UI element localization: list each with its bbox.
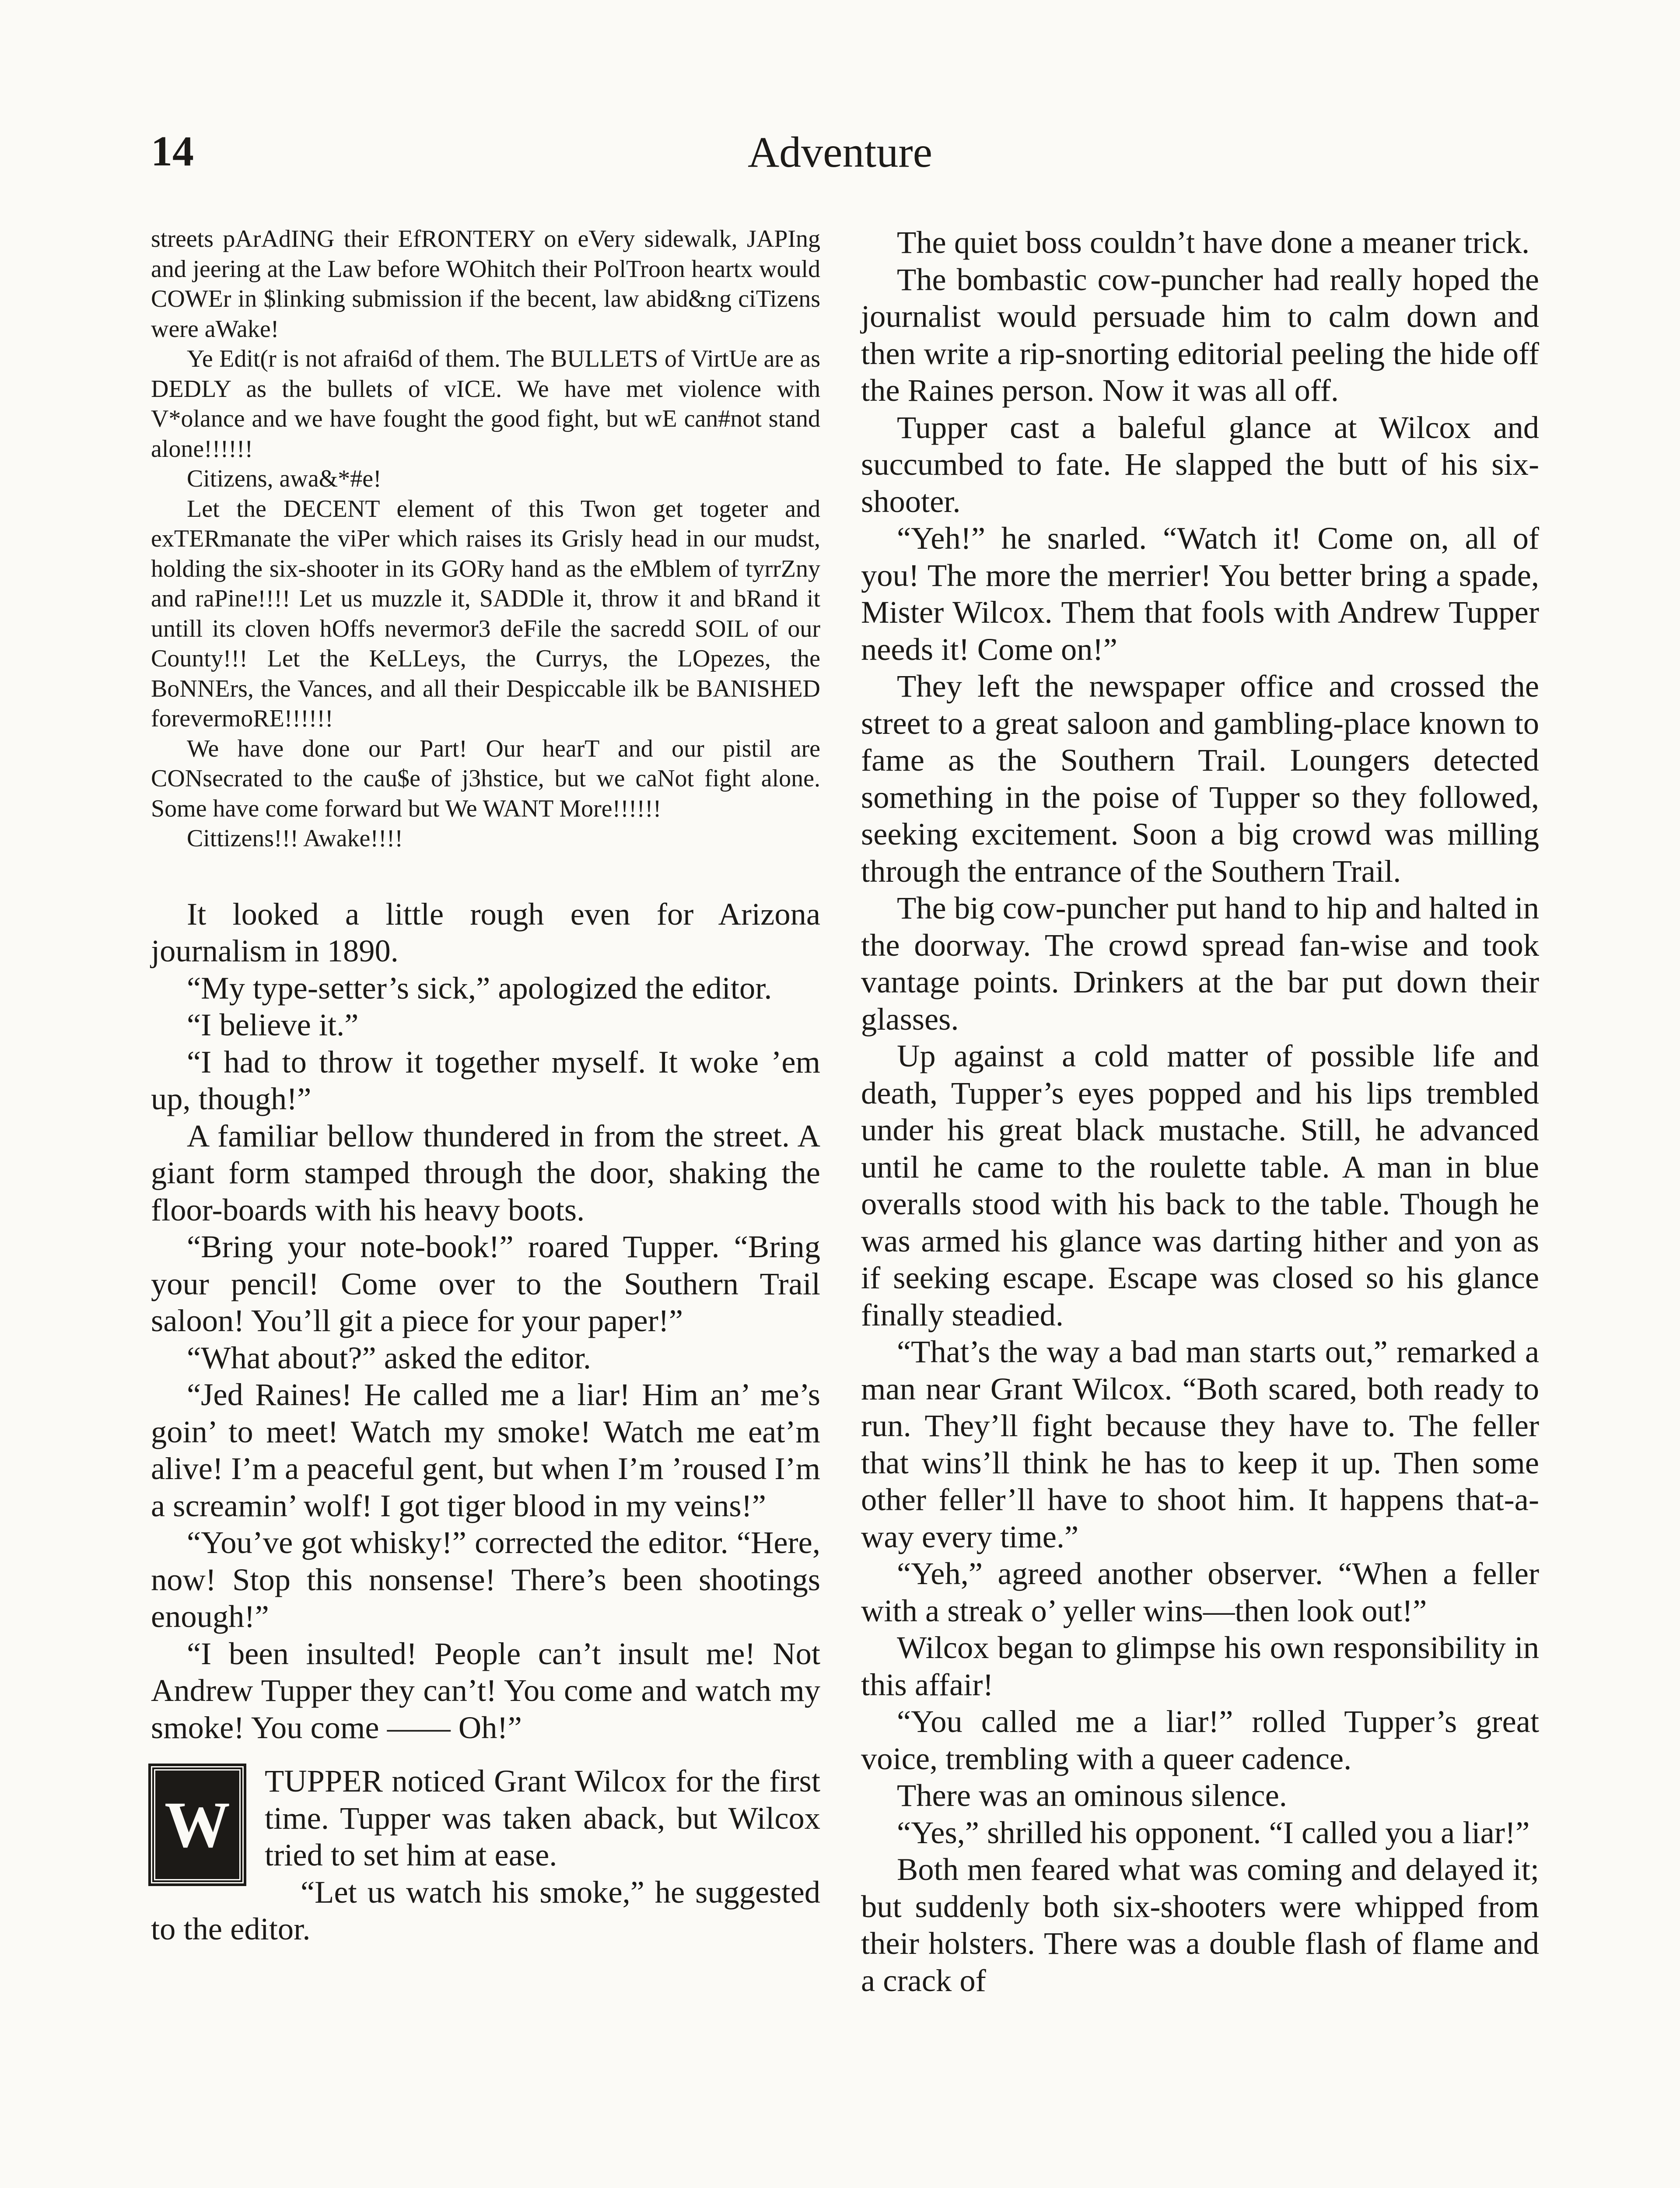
story-paragraph: A familiar bellow thundered in from the street. A giant form stamped through the door, shaking the floor-boards with his heavy boots. xyxy=(151,1118,820,1227)
story-paragraph: Up against a cold matter of possible life and death, Tupper’s eyes popped and his lips trembled under his great black mustache. Still, he advanced until he came to the roulette table. A man in blue overalls stood with his back to the table. Though he was armed his glance was darting hither and yon as if seeking escape. Escape was closed so his glance finally steadied. xyxy=(861,1038,1539,1332)
story-paragraph: “Yeh!” he snarled. “Watch it! Come on, all of you! The more the merrier! You better bring a spade, Mister Wilcox. Them that fools with Andrew Tupper needs it! Come on!” xyxy=(861,520,1539,667)
running-title: Adventure xyxy=(747,128,933,176)
ornamental-dropcap: W xyxy=(151,1766,244,1883)
story-paragraph: “I had to throw it together myself. It woke ’em up, though!” xyxy=(151,1044,820,1116)
story-text-section-break xyxy=(151,1763,820,1948)
story-paragraph: “You’ve got whisky!” corrected the editor. “Here, now! Stop this nonsense! There’s been shootings enough!” xyxy=(151,1525,820,1634)
editorial-paragraph: We have done our Part! Our hearT and our pistil are CONsecrated to the cau$e of j3hstice, but we caNot fight alone. Some have come forward but We WANT More!!!!!! xyxy=(151,735,820,822)
story-paragraph: The quiet boss couldn’t have done a meaner trick. xyxy=(897,224,1530,260)
page-header xyxy=(0,127,1680,193)
editorial-paragraph: streets pArAdING their EfRONTERY on eVery sidewalk, JAPIng and jeering at the Law before WOhitch their PolTroon heartx would COWEr in $linking submission if the becent, law abid&ng ciTizens were aWake! xyxy=(151,225,820,343)
left-column xyxy=(151,224,820,1948)
story-paragraph: “Let us watch his smoke,” he suggested to the editor. xyxy=(151,1874,820,1946)
story-paragraph: The big cow-puncher put hand to hip and halted in the doorway. The crowd spread fan-wise and took vantage points. Drinkers at the bar put down their glasses. xyxy=(861,890,1539,1037)
story-paragraph: “I believe it.” xyxy=(187,1007,359,1042)
story-paragraph: TUPPER noticed Grant Wilcox for the first time. Tupper was taken aback, but Wilcox tried to set him at ease. xyxy=(265,1763,820,1872)
editorial-paragraph: Ye Edit(r is not afrai6d of them. The BULLETS of VirtUe are as DEDLY as the bullets of vICE. We have met violence with V*olance and we have fought the good fight, but wE can#not stand alone!!!!!! xyxy=(151,345,820,463)
story-paragraph: Wilcox began to glimpse his own responsibility in this affair! xyxy=(861,1630,1539,1702)
story-paragraph: “What about?” asked the editor. xyxy=(187,1339,591,1375)
story-paragraph: “Yes,” shrilled his opponent. “I called you a liar!” xyxy=(897,1814,1530,1850)
editorial-paragraph: Let the DECENT element of this Twon get togeter and exTERmanate the viPer which raises its Grisly head in our mudst, holding the six-shooter in its GORy hand as the eMblem of tyrrZny and raPine!!!! Let us muzzle it, SADDle it, throw it and bRand it untill its cloven hOffs nevermor3 deFile the sacredd SOIL of our County!!! Let the KeLLeys, the Currys, the LOpezes, the BoNNErs, the Vances, and all their Despiccable ilk be BANISHED forevermoRE!!!!!! xyxy=(151,495,820,732)
story-paragraph: “That’s the way a bad man starts out,” remarked a man near Grant Wilcox. “Both scared, both ready to run. They’ll fight because they have to. The feller that wins’ll think he has to keep it up. Then some other feller’ll have to shoot him. It happens that-a-way every time.” xyxy=(861,1334,1539,1554)
story-paragraph: “I been insulted! People can’t insult me! Not Andrew Tupper they can’t! You come and watch my smoke! You come —— Oh!” xyxy=(151,1635,820,1745)
story-paragraph: The bombastic cow-puncher had really hoped the journalist would persuade him to calm down and then write a rip-snorting editorial peeling the hide off the Raines person. Now it was all off. xyxy=(861,261,1539,408)
right-column xyxy=(861,224,1539,1999)
editorial-paragraph: Cittizens!!! Awake!!!! xyxy=(187,825,403,852)
story-paragraph: They left the newspaper office and crossed the street to a great saloon and gambling-place known to fame as the Southern Trail. Loungers detected something in the poise of Tupper so they followed, seeking excitement. Soon a big crowd was milling through the entrance of the Southern Trail. xyxy=(861,668,1539,889)
story-paragraph: There was an ominous silence. xyxy=(897,1778,1287,1813)
story-text-left xyxy=(151,896,820,1746)
story-paragraph: “Jed Raines! He called me a liar! Him an’ me’s goin’ to meet! Watch my smoke! Watch me eat’m alive! I’m a peaceful gent, but when I’m ’roused I’m a screamin’ wolf! I got tiger blood in my veins!” xyxy=(151,1377,820,1523)
story-paragraph: “You called me a liar!” rolled Tupper’s great voice, trembling with a queer cadence. xyxy=(861,1704,1539,1776)
story-paragraph: “My type-setter’s sick,” apologized the editor. xyxy=(187,970,772,1006)
story-paragraph: Both men feared what was coming and delayed it; but suddenly both six-shooters were whipped from their holsters. There was a double flash of flame and a crack of xyxy=(861,1851,1539,1998)
story-paragraph: Tupper cast a baleful glance at Wilcox and succumbed to fate. He slapped the butt of his six-shooter. xyxy=(861,409,1539,519)
page-number: 14 xyxy=(151,128,194,175)
story-paragraph: “Bring your note-book!” roared Tupper. “Bring your pencil! Come over to the Southern Trail saloon! You’ll git a piece for your paper!” xyxy=(151,1229,820,1338)
story-paragraph: It looked a little rough even for Arizona journalism in 1890. xyxy=(151,896,820,968)
editorial-excerpt xyxy=(151,224,820,854)
story-paragraph: “Yeh,” agreed another observer. “When a feller with a streak o’ yeller wins—then look out!” xyxy=(861,1556,1539,1628)
editorial-paragraph: Citizens, awa&*#e! xyxy=(187,465,382,492)
